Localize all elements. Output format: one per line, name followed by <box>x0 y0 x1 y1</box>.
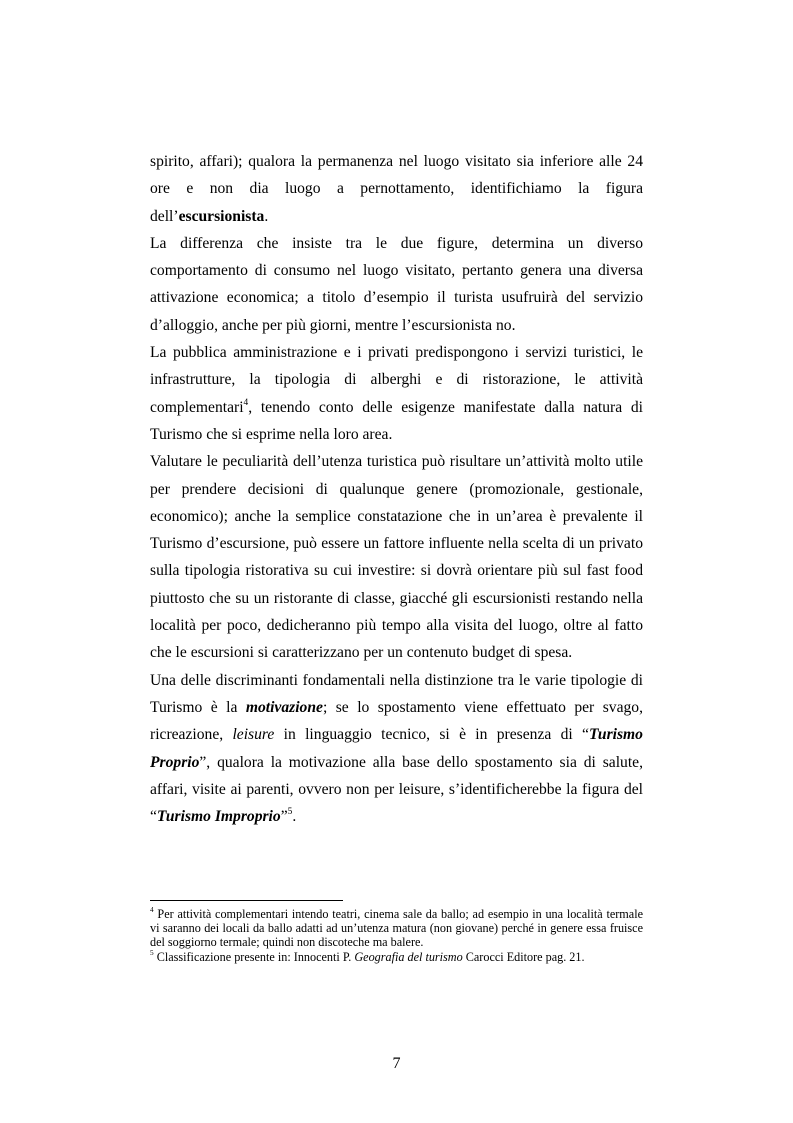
footnote-4 <box>150 907 643 950</box>
p2-text: La differenza che insiste tra le due figure, determina un diverso comportamento di consumo nel luogo visitato, pertanto genera una diversa attivazione economica; a titolo d’esempio il turista usufruirà del servizio d’alloggio, anche per più giorni, mentre l’escursionista no. <box>150 234 643 334</box>
p3-text-2: , tenendo conto delle esigenze manifestate dalla natura di Turismo che si esprime nella loro area. <box>150 398 643 443</box>
p5-term-turismo-proprio: Turismo Proprio <box>150 726 643 771</box>
page-number: 7 <box>392 1055 401 1072</box>
footnote-5-book-title: Geografia del turismo <box>354 949 463 964</box>
footnote-5 <box>150 947 643 964</box>
p5-term-motivazione: motivazione <box>245 698 323 716</box>
main-text <box>150 148 643 830</box>
p1-text-2: . <box>264 207 269 225</box>
p5-text-5: ” <box>280 808 288 826</box>
footnote-5-number: 5 <box>150 947 154 957</box>
p3-text-1: La pubblica amministrazione e i privati predispongono i servizi turistici, le infrastrutture, la tipologia di alberghi e di ristorazione, le attività complementari <box>150 344 643 416</box>
footnote-4-number: 4 <box>150 905 154 915</box>
footnote-5-text-2: Carocci Editore pag. 21. <box>462 949 585 964</box>
p5-term-turismo-improprio: Turismo Improprio <box>156 808 281 826</box>
footnotes <box>150 907 643 964</box>
p5-text-4: ”, qualora la motivazione alla base dello spostamento sia di salute, affari, visite ai parenti, ovvero non per leisure, s’identificherebbe la figura del “ <box>150 753 643 826</box>
paragraph-2 <box>150 230 643 339</box>
p5-text-3: in linguaggio tecnico, si è in presenza di “ <box>274 726 589 744</box>
p1-text-1: spirito, affari); qualora la permanenza nel luogo visitato sia inferiore alle 24 ore e non dia luogo a pernottamento, identifichiamo la figura dell’ <box>150 153 643 225</box>
footnote-ref-5[interactable]: 5 <box>287 807 293 818</box>
p1-bold-escursionista: escursionista <box>178 207 265 225</box>
p4-text: Valutare le peculiarità dell’utenza turistica può risultare un’attività molto utile per prendere decisioni di qualunque genere (promozionale, gestionale, economico); anche la semplice constatazione che in un’area è prevalente il Turismo d’escursione, può essere un fattore influente nella scelta di un privato sulla tipologia ristorativa su cui investire: si dovrà orientare più sul fast food piuttosto che su un ristorante di classe, giacché gli escursionisti restando nella località per poco, dedicheranno più tempo alla visita del luogo, oltre al fatto che le escursioni si caratterizzano per un contenuto budget di spesa. <box>150 453 643 662</box>
p5-text-2: ; se lo spostamento viene effettuato per svago, ricreazione, <box>150 698 643 744</box>
footnote-separator <box>150 900 343 901</box>
footnote-5-text-1: Classificazione presente in: Innocenti P. <box>153 949 355 964</box>
p5-text-1: Una delle discriminanti fondamentali nella distinzione tra le varie tipologie di Turismo è la <box>150 671 643 716</box>
footnote-ref-4[interactable]: 4 <box>243 397 249 408</box>
p5-text-6: . <box>292 808 297 826</box>
p5-term-leisure: leisure <box>232 726 275 744</box>
paragraph-4 <box>150 448 643 666</box>
footnote-4-text: Per attività complementari intendo teatri, cinema sale da ballo; ad esempio in una località termale vi saranno dei locali da ballo adatti ad un’utenza matura (non giovane) perché in genere essa fruisce del soggiorno termale; quindi non discoteche ma balere. <box>150 907 643 950</box>
paragraph-1 <box>150 148 643 230</box>
paragraph-3 <box>150 339 643 448</box>
paragraph-5 <box>150 667 643 831</box>
